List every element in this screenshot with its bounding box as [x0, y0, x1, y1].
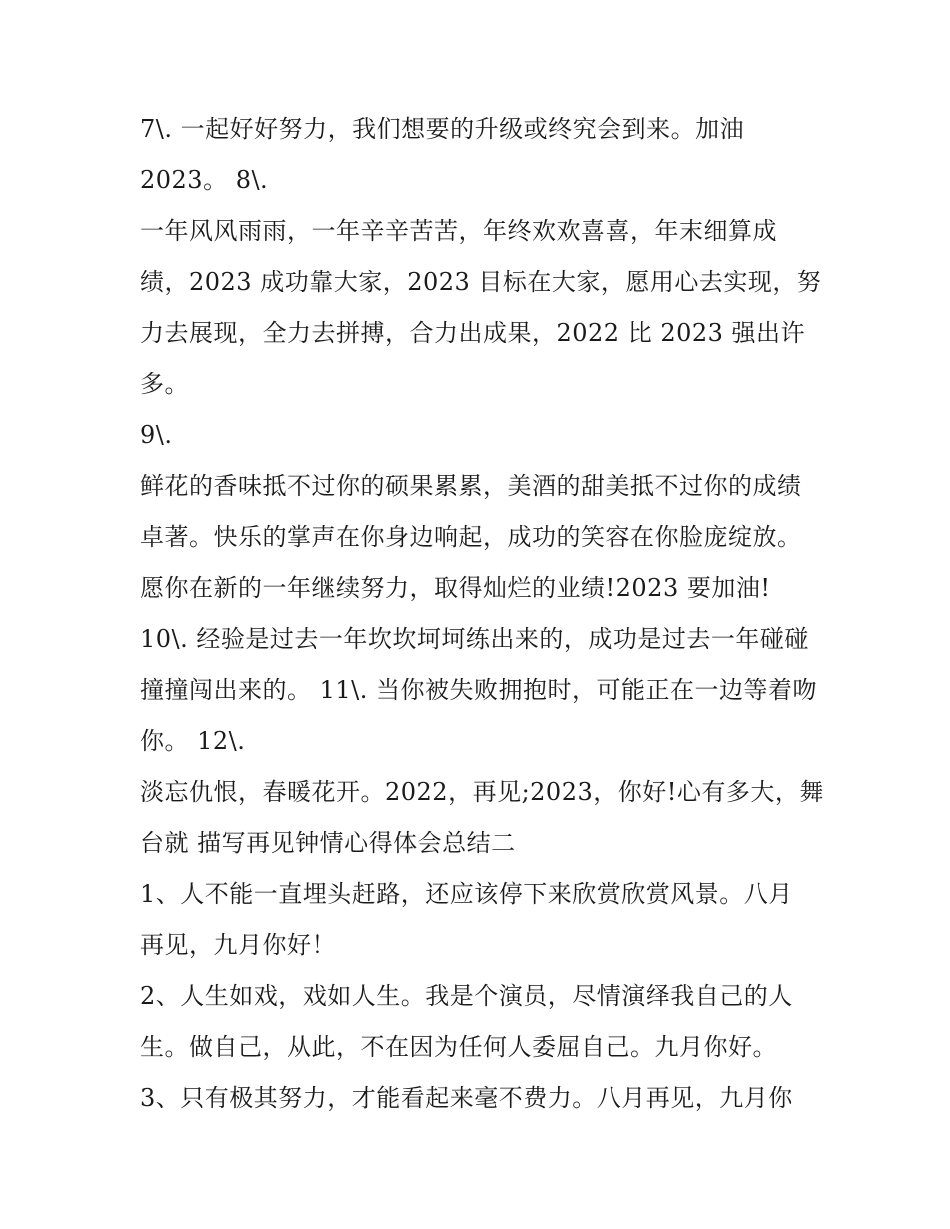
text-line: 再见，九月你好！ [140, 931, 336, 959]
text-line: 2023。 8\. [140, 166, 269, 194]
text-line: 生。做自己，从此，不在因为任何人委屈自己。九月你好。 [140, 1033, 777, 1061]
text-line: 1、人不能一直埋头赶路，还应该停下来欣赏欣赏风景。八月 [140, 880, 793, 908]
text-line: 一年风风雨雨，一年辛辛苦苦，年终欢欢喜喜，年末细算成 [140, 217, 777, 245]
document-body [140, 104, 824, 1124]
text-line: 你。 12\. [140, 727, 246, 755]
text-line: 撞撞闯出来的。 11\. 当你被失败拥抱时，可能正在一边等着吻 [140, 676, 818, 704]
text-line: 9\. [140, 421, 173, 449]
text-line: 鲜花的香味抵不过你的硕果累累，美酒的甜美抵不过你的成绩 [140, 472, 802, 500]
text-line: 7\. 一起好好努力，我们想要的升级或终究会到来。加油 [140, 115, 745, 143]
text-line: 力去展现，全力去拼搏，合力出成果，2022 比 2023 强出许 [140, 319, 806, 347]
text-line: 台就 描写再见钟情心得体会总结二 [140, 829, 516, 857]
text-line: 卓著。快乐的掌声在你身边响起，成功的笑容在你脸庞绽放。 [140, 523, 802, 551]
text-line: 多。 [140, 370, 189, 398]
text-line: 绩，2023 成功靠大家，2023 目标在大家，愿用心去实现，努 [140, 268, 822, 296]
text-line: 3、只有极其努力，才能看起来毫不费力。八月再见，九月你 [140, 1084, 793, 1112]
text-line: 2、人生如戏，戏如人生。我是个演员，尽情演绎我自己的人 [140, 982, 793, 1010]
text-line: 10\. 经验是过去一年坎坎坷坷练出来的，成功是过去一年碰碰 [140, 625, 809, 653]
text-line: 愿你在新的一年继续努力，取得灿烂的业绩!2023 要加油! [140, 574, 771, 602]
text-line: 淡忘仇恨，春暖花开。2022，再见;2023，你好!心有多大，舞 [140, 778, 824, 806]
